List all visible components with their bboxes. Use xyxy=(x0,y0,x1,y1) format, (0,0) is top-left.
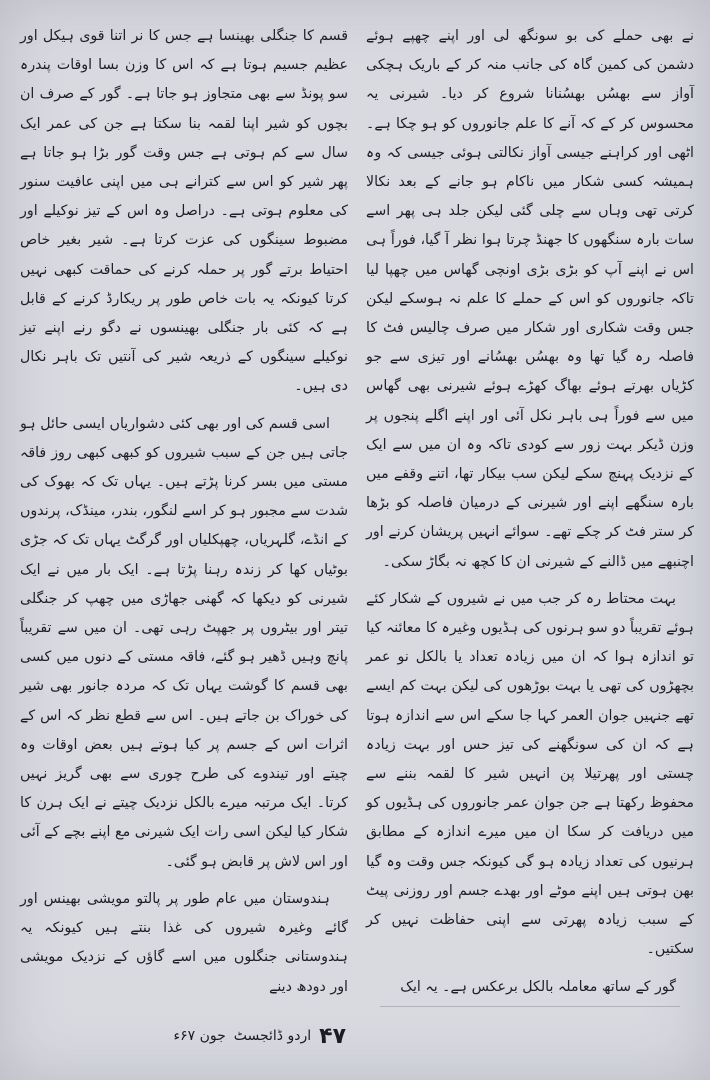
magazine-name: اردو ڈائجسٹ xyxy=(233,1028,312,1044)
page-number: ۴۷ xyxy=(319,1023,346,1049)
footer-divider xyxy=(380,1006,680,1007)
left-text-column xyxy=(20,22,348,1016)
left-paragraph: قسم کا جنگلی بھینسا ہے جس کا نر اتنا قوی ہیکل اور عظیم جسیم ہوتا ہے کہ اس کا وزن بسا اوقات پندرہ سو پونڈ سے بھی متجاوز ہو جاتا ہے۔ گور کے صرف ان بچوں کو شیر اپنا لقمہ بنا سکتا ہے جن کی عمر ایک سال سے کم ہوتی ہے جس وقت گور بڑا ہو جاتا ہے پھر شیر کو اس سے کترانے ہی میں اپنی عافیت سنور کی معلوم ہوتی ہے۔ دراصل وہ اس کے تیز نوکیلے اور مضبوط سینگوں کی عزت کرتا ہے۔ شیر بغیر خاص احتیاط برتے گور پر حملہ کرنے کی حماقت کبھی نہیں کرتا کیونکہ یہ بات خاص طور پر ریکارڈ کرنے کے قابل ہے کہ کئی بار جنگلی بھینسوں نے دگو رنے اپنے تیز نوکیلے سینگوں کے ذریعہ شیر کی آنتیں تک باہر نکال دی ہیں۔ xyxy=(20,28,348,395)
left-paragraph: ہندوستان میں عام طور پر پالتو مویشی بھینس اور گائے وغیرہ شیروں کی غذا بنتے ہیں کیونکہ یہ ہندوستانی جنگلوں میں اسے گاؤں کے نزدیک مویشی اور دودھ دینے xyxy=(20,890,348,995)
left-paragraph: اسی قسم کی اور بھی کئی دشواریاں ایسی حائل ہو جاتی ہیں جن کے سبب شیروں کو کبھی کبھی روز فاقہ مستی میں بسر کرنا پڑتے ہیں۔ یہاں تک کہ بھوک کی شدت سے مجبور ہو کر اسے لنگور، بندر، مینڈک، پرندوں کے انڈے، گلہریاں، چھپکلیاں اور گرگٹ یہاں تک کہ جڑی بوٹیاں کھا کر زندہ رہنا پڑتا ہے۔ ایک بار میں نے ایک شیرنی کو دیکھا کہ گھنی جھاڑی میں چھپ کر جنگلی تیتر اور بیٹروں پر جھپٹ رہی تھی۔ ان میں سے تقریباً پانچ وہیں ڈھیر ہو گئے، فاقہ مستی کے دنوں میں کسی بھی قسم کا گوشت یہاں تک کہ مردہ جانور بھی شیر کی خوراک بن جاتے ہیں۔ اس سے قطع نظر کہ اس کے اثرات اس کے جسم پر کیا ہوتے ہیں بعض اوقات وہ چیتے اور تیندوے کی طرح چوری سے بھی گریز نہیں کرتا۔ ایک مرتبہ میرے بالکل نزدیک چیتے نے ایک ہرن کا شکار کیا لیکن اسی رات ایک شیرنی مع اپنے بچے کے آئی اور اس لاش پر قابض ہو گئی۔ xyxy=(20,415,348,870)
issue-date: جون ۶۷ء xyxy=(173,1028,226,1044)
right-paragraph: گور کے ساتھ معاملہ بالکل برعکس ہے۔ یہ ایک xyxy=(400,978,676,995)
right-text-column xyxy=(366,22,694,1016)
right-paragraph: بہت محتاط رہ کر جب میں نے شیروں کے شکار کئے ہوئے تقریباً دو سو ہرنوں کی ہڈیوں وغیرہ کا معائنہ کیا تو اندازہ ہوا کہ ان میں زیادہ تعداد یا بالکل نو عمر بچھڑوں کی تھی یا بہت بوڑھوں کی لیکن بہت کم ایسے تھے جنہیں جوان العمر کہا جا سکے اس سے اندازہ ہوتا ہے کہ ان کی سونگھنے کی تیز حس اور بہت زیادہ چستی اور پھرتیلا پن انہیں شیر کا لقمہ بننے سے محفوظ رکھتا ہے جن جوان عمر جانوروں کی ہڈیوں کو میں دریافت کر سکا ان میں میرے اندازہ کے مطابق ہرنیوں کی تعداد زیادہ ہو گی کیونکہ جس وقت وہ گیا بھن ہوتی ہیں اپنے موٹے اور بھدے جسم اور روزنی پیٹ کے سبب زیادہ پھرتی سے اپنی حفاظت نہیں کر سکتیں۔ xyxy=(366,590,694,958)
page-footer xyxy=(36,1020,346,1052)
right-paragraph: نے بھی حملے کی بو سونگھ لی اور اپنے چھپے ہوئے دشمن کی کمین گاہ کی جانب منہ کر کے باریک ہچکی آواز سے بھسُں بھسُنانا شروع کر دیا۔ شیرنی یہ محسوس کر کے کہ آنے کا علم جانوروں کو ہو چکا ہے۔ اٹھی اور کراہنے جیسی آواز نکالتی ہوئی جیسی کہ وہ ہمیشہ کسی شکار میں ناکام ہو جانے کے بعد نکالا کرتی تھی وہاں سے چلی گئی لیکن جلد ہی پھر اسے سات بارہ سنگھوں کا جھنڈ چرتا ہوا نظر آ گیا، فوراً ہی اس نے اپنے آپ کو بڑی بڑی اونچی گھاس میں چھپا لیا تاکہ جانوروں کو اس کے حملے کا علم نہ ہوسکے لیکن جس وقت شکاری اور شکار میں صرف چالیس فٹ کا فاصلہ رہ گیا تھا وہ بھسُں بھسُانے اور تیزی سے جو کڑیاں بھرتے ہوئے بھاگ کھڑے ہوئے شیرنی بھی گھاس میں سے فوراً ہی باہر نکل آئی اور اپنے اگلے پنجوں پر وزن ڈیکر بہت زور سے کودی تاکہ وہ ان میں سے ایک کے نزدیک پہنچ سکے لیکن سب بیکار تھا، اتنے وقفے میں بارہ سنگھے اپنے اور شیرنی کے درمیان فاصلہ کو بڑھا کر ستر فٹ کر چکے تھے۔ سوائے انہیں پریشان کرنے اور اچنبھے میں ڈالنے کے شیرنی ان کا کچھ نہ بگاڑ سکی۔ xyxy=(366,28,694,570)
